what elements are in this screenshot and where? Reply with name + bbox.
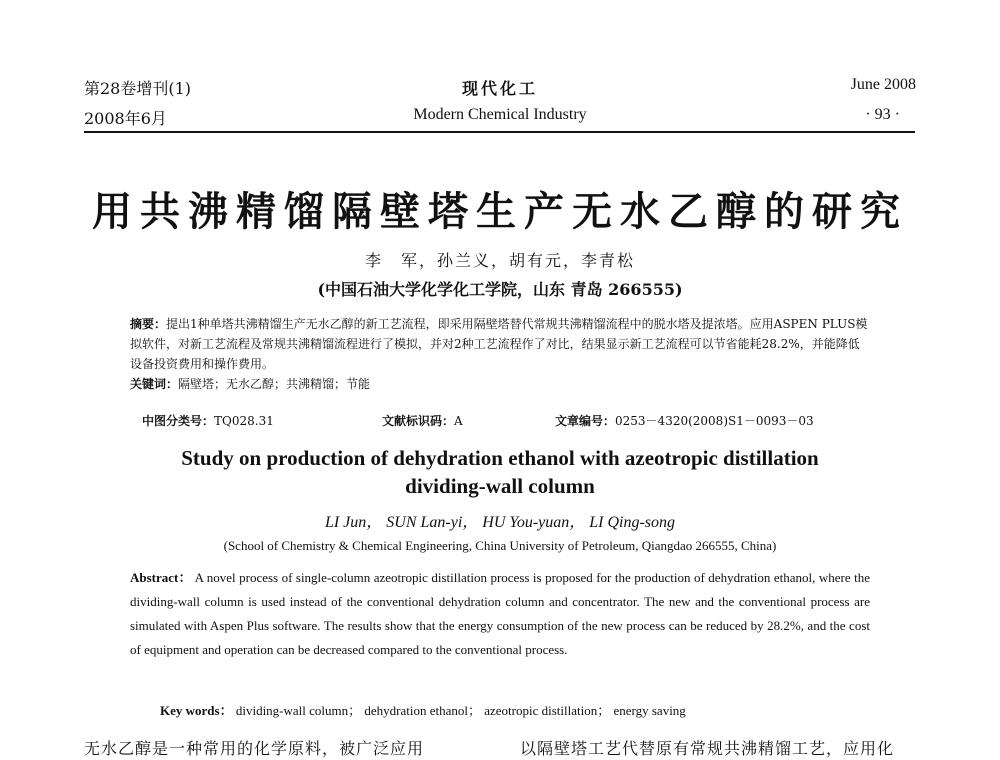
clc-label: 中图分类号： bbox=[142, 414, 215, 428]
clc-value: TQ028.31 bbox=[214, 414, 274, 428]
title-en-line1: Study on production of dehydration ethanol with azeotropic distillation bbox=[181, 446, 819, 470]
authors-en: LI Jun， SUN Lan-yi， HU You-yuan， LI Qing-song bbox=[324, 514, 676, 531]
document-code bbox=[382, 412, 463, 429]
article-no-label: 文章编号： bbox=[555, 414, 616, 428]
keywords-label-en: Key words： bbox=[160, 703, 233, 718]
abstract-text-en: A novel process of single-column azeotropic distillation process is proposed for the production of dehydration ethanol, where the dividing-wall column is used instead of the conventional dehydration column and concentrator. The new and the conventional process are simulated with Aspen Plus software. The results show that the energy consumption of the new process can be reduced by 28.2%, and the cost of equipment and operation can be decreased compared to the conventional process. bbox=[130, 570, 870, 657]
doc-code-label: 文献标识码： bbox=[382, 414, 455, 428]
article-number bbox=[555, 412, 814, 429]
keywords-label-cn: 关键词： bbox=[130, 377, 179, 391]
keywords-en bbox=[160, 700, 686, 719]
abstract-label-cn: 摘要： bbox=[130, 317, 167, 331]
journal-name-en: Modern Chemical Industry bbox=[413, 106, 587, 123]
abstract-cn bbox=[130, 314, 870, 394]
volume-issue: 第28卷增刊(1) bbox=[84, 79, 192, 98]
page-number: · 93 · bbox=[865, 106, 900, 123]
issue-date-cn: 2008年6月 bbox=[84, 109, 167, 128]
title-en bbox=[0, 444, 1000, 500]
authors-cn: 李 军，孙兰义，胡有元，李青松 bbox=[364, 251, 635, 270]
abstract-label-en: Abstract： bbox=[130, 570, 192, 585]
journal-name-cn: 现代化工 bbox=[461, 79, 538, 98]
issue-date-en: June 2008 bbox=[850, 76, 916, 93]
title-cn: 用共沸精馏隔壁塔生产无水乙醇的研究 bbox=[92, 188, 908, 235]
article-no-value: 0253－4320(2008)S1－0093－03 bbox=[615, 414, 814, 428]
body-text-right-column: 以隔壁塔工艺代替原有常规共沸精馏工艺，应用化 bbox=[520, 739, 895, 758]
abstract-text-cn: 提出1种单塔共沸精馏生产无水乙醇的新工艺流程，即采用隔壁塔替代常规共沸精馏流程中的脱水塔及提浓塔。应用ASPEN PLUS模拟软件，对新工艺流程及常规共沸精馏流程进行了模拟，并对2种工艺流程作了对比，结果显示新工艺流程可以节省能耗28.2%，并能降低设备投资费用和操作费用。 bbox=[130, 317, 868, 371]
keywords-text-cn: 隔壁塔；无水乙醇；共沸精馏；节能 bbox=[178, 377, 371, 391]
title-en-line2: dividing-wall column bbox=[405, 474, 595, 498]
clc-number bbox=[142, 412, 274, 429]
abstract-en bbox=[130, 566, 870, 662]
header-rule bbox=[84, 131, 915, 133]
affiliation-cn: (中国石油大学化学化工学院，山东 青岛 266555) bbox=[317, 280, 683, 299]
keywords-text-en: dividing-wall column； dehydration ethanol； azeotropic distillation； energy saving bbox=[232, 703, 686, 718]
doc-code-value: A bbox=[454, 414, 463, 428]
affiliation-en: (School of Chemistry & Chemical Engineering, China University of Petroleum, Qiangdao 266555, China) bbox=[223, 538, 777, 553]
body-text-left-column: 无水乙醇是一种常用的化学原料，被广泛应用 bbox=[84, 739, 425, 758]
